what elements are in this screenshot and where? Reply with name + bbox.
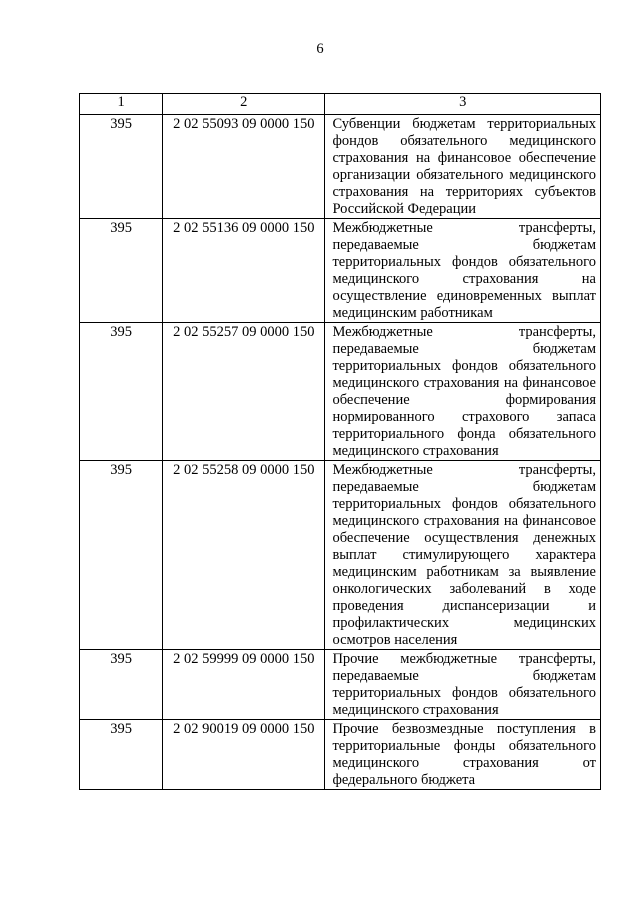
- kbk-code-cell: 2 02 55093 09 0000 150: [163, 115, 325, 219]
- kbk-code-cell: 2 02 55257 09 0000 150: [163, 323, 325, 461]
- admin-code-cell: 395: [80, 461, 163, 650]
- table-row: [80, 219, 601, 323]
- kbk-code-cell: 2 02 55258 09 0000 150: [163, 461, 325, 650]
- description-cell: Межбюджетные трансферты, передаваемые бюджетам территориальных фондов обязательного медицинского страхования на финансовое обеспечение осуществления денежных выплат стимулирующего характера медицинским работникам за выявление онкологических заболеваний в ходе проведения диспансеризации и профилактических медицинских осмотров населения: [325, 461, 601, 650]
- kbk-code-cell: 2 02 59999 09 0000 150: [163, 650, 325, 720]
- admin-code-cell: 395: [80, 115, 163, 219]
- table-header-row: [80, 94, 601, 115]
- table-row: [80, 323, 601, 461]
- admin-code-cell: 395: [80, 219, 163, 323]
- table-row: [80, 650, 601, 720]
- revenue-codes-table: [79, 93, 601, 790]
- table-row: [80, 720, 601, 790]
- admin-code-cell: 395: [80, 650, 163, 720]
- description-cell: Прочие безвозмездные поступления в территориальные фонды обязательного медицинского страхования от федерального бюджета: [325, 720, 601, 790]
- description-cell: Межбюджетные трансферты, передаваемые бюджетам территориальных фондов обязательного медицинского страхования на финансовое обеспечение формирования нормированного страхового запаса территориального фонда обязательного медицинского страхования: [325, 323, 601, 461]
- admin-code-cell: 395: [80, 720, 163, 790]
- description-cell: Межбюджетные трансферты, передаваемые бюджетам территориальных фондов обязательного медицинского страхования на осуществление единовременных выплат медицинским работникам: [325, 219, 601, 323]
- kbk-code-cell: 2 02 90019 09 0000 150: [163, 720, 325, 790]
- column-header-1: 1: [80, 94, 163, 115]
- table-row: [80, 115, 601, 219]
- kbk-code-cell: 2 02 55136 09 0000 150: [163, 219, 325, 323]
- column-header-2: 2: [163, 94, 325, 115]
- admin-code-cell: 395: [80, 323, 163, 461]
- table-row: [80, 461, 601, 650]
- column-header-3: 3: [325, 94, 601, 115]
- description-cell: Прочие межбюджетные трансферты, передаваемые бюджетам территориальных фондов обязательного медицинского страхования: [325, 650, 601, 720]
- page-number: 6: [316, 41, 324, 57]
- description-cell: Субвенции бюджетам территориальных фондов обязательного медицинского страхования на финансовое обеспечение организации обязательного медицинского страхования на территориях субъектов Российской Федерации: [325, 115, 601, 219]
